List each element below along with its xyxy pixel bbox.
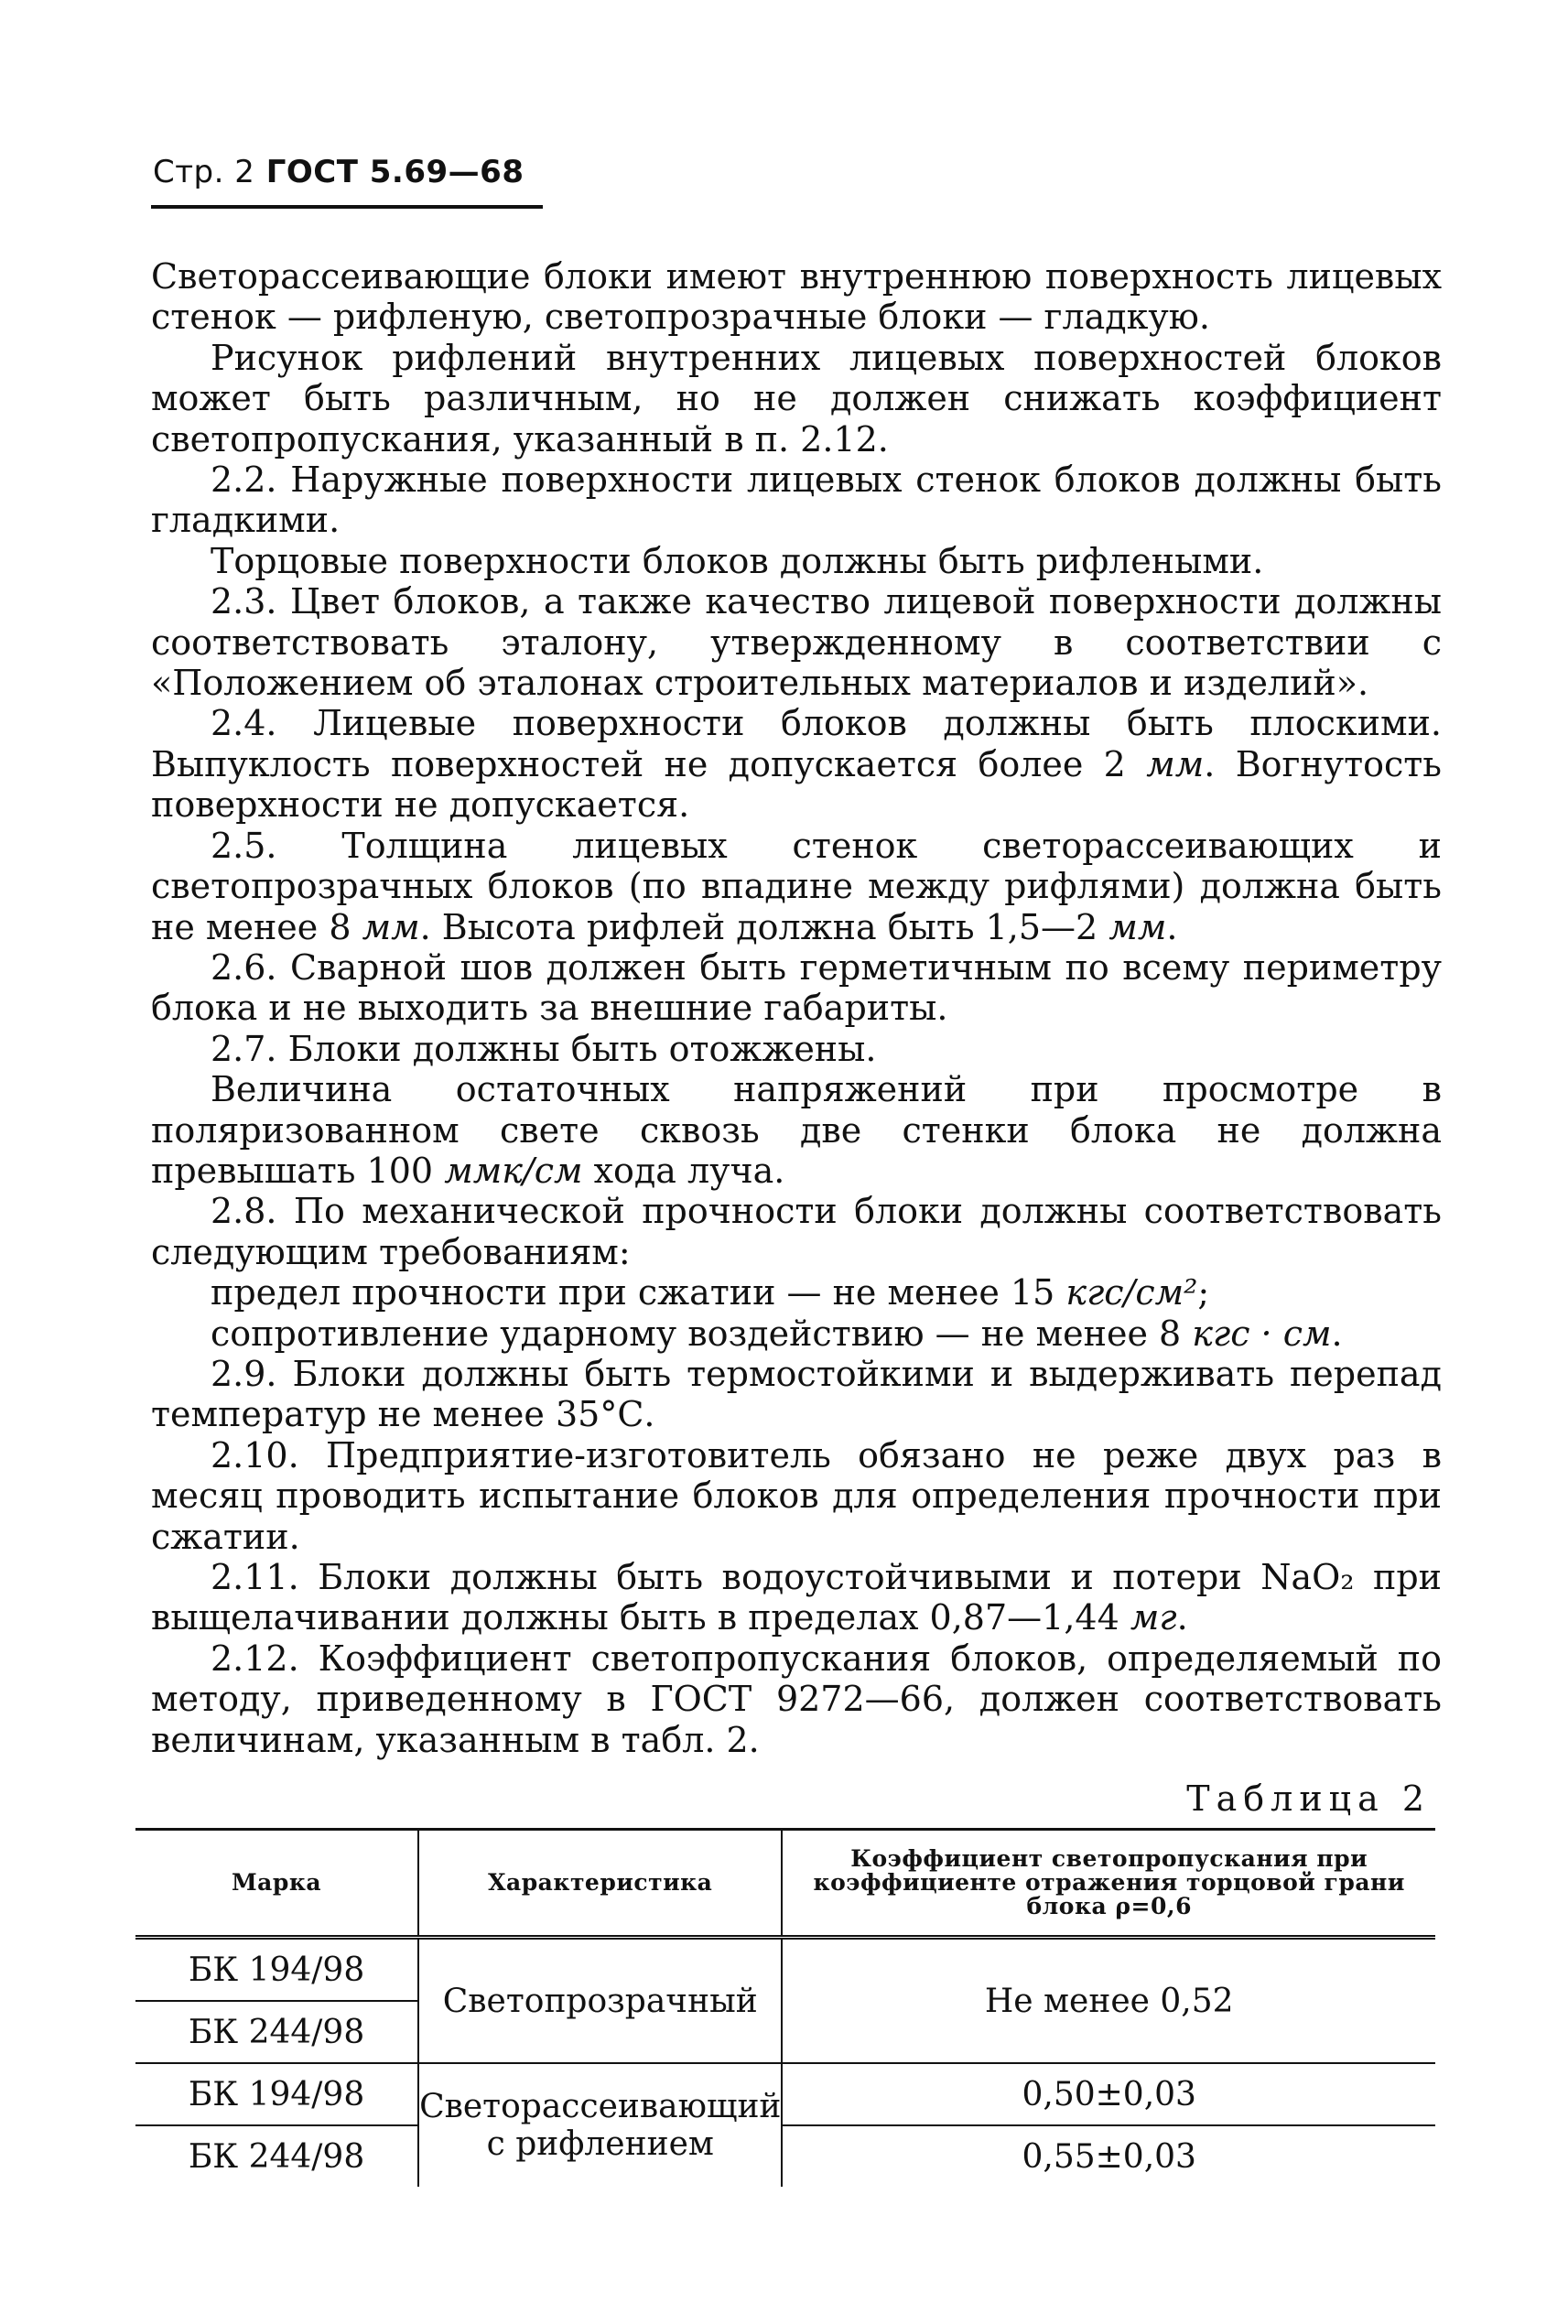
text-run: 2.4. Лицевые поверхности блоков должны быть плоскими. Выпуклость поверхностей не допускается более 2: [151, 703, 1442, 784]
cell-coefficient: 0,50±0,03: [782, 2063, 1435, 2125]
text-run: .: [1331, 1313, 1343, 1354]
paragraph: Светорассеивающие блоки имеют внутреннюю поверхность лицевых стенок — рифленую, светопрозрачные блоки — гладкую.: [151, 256, 1442, 338]
unit-label: мм: [362, 906, 420, 947]
page-label: Стр. 2: [153, 154, 255, 190]
text-run: .: [1166, 906, 1178, 947]
standard-number: ГОСТ 5.69—68: [265, 154, 524, 190]
text-run: предел прочности при сжатии — не менее 15: [211, 1272, 1055, 1313]
table-header-row: [135, 1830, 1435, 1938]
text-run: ;: [1197, 1272, 1210, 1313]
header-coefficient: Коэффициент светопропускания при коэффициенте отражения торцовой грани блока ρ=0,6: [782, 1830, 1435, 1938]
unit-label: кгс/см²: [1065, 1272, 1198, 1313]
paragraph: 2.7. Блоки должны быть отожжены.: [211, 1028, 877, 1069]
paragraph: 2.12. Коэффициент светопропускания блоков, определяемый по методу, приведенному в ГОСТ 9272—66, должен соответствовать величинам, указанным в табл. 2.: [151, 1638, 1442, 1760]
paragraph: Торцовые поверхности блоков должны быть рифлеными.: [211, 540, 1264, 581]
cell-characteristic: Светопрозрачный: [418, 1938, 782, 2064]
unit-label: мг: [1130, 1597, 1177, 1638]
text-run: . Высота рифлей должна быть 1,5—2: [419, 906, 1098, 947]
paragraph: [151, 826, 1442, 947]
paragraph: [151, 1272, 1442, 1313]
cell-characteristic: Светорассеивающий с рифлением: [418, 2063, 782, 2187]
text-run: Величина остаточных напряжений при просмотре в поляризованном свете сквозь две стенки блока не должна превышать 100: [151, 1069, 1442, 1191]
document-body: [151, 256, 1442, 1760]
table-row: [135, 2063, 1435, 2125]
cell-coefficient: Не менее 0,52: [782, 1938, 1435, 2064]
page-header: [153, 154, 524, 190]
cell-mark: БК 194/98: [135, 2063, 418, 2125]
cell-coefficient: 0,55±0,03: [782, 2125, 1435, 2187]
header-mark: Марка: [135, 1830, 418, 1938]
text-run: 2.11. Блоки должны быть водоустойчивыми и потери NaO₂ при выщелачивании должны быть в пределах 0,87—1,44: [151, 1557, 1442, 1638]
paragraph: 2.2. Наружные поверхности лицевых стенок блоков должны быть гладкими.: [151, 459, 1442, 541]
text-run: .: [1176, 1597, 1188, 1638]
paragraph: [151, 1069, 1442, 1191]
paragraph: Рисунок рифлений внутренних лицевых поверхностей блоков может быть различным, но не должен снижать коэффициент светопропускания, указанный в п. 2.12.: [151, 337, 1442, 459]
paragraph: [151, 1313, 1442, 1354]
cell-mark: БК 244/98: [135, 2125, 418, 2187]
table-row: [135, 1938, 1435, 2002]
paragraph: 2.10. Предприятие-изготовитель обязано не реже двух раз в месяц проводить испытание блоков для определения прочности при сжатии.: [151, 1434, 1442, 1557]
unit-label: кгс · см: [1192, 1313, 1332, 1354]
cell-mark: БК 244/98: [135, 2001, 418, 2063]
text-run: 2.5. Толщина лицевых стенок светорассеивающих и светопрозрачных блоков (по впадине между рифлями) должна быть не менее 8: [151, 825, 1442, 947]
cell-mark: БК 194/98: [135, 1938, 418, 2002]
paragraph: 2.6. Сварной шов должен быть герметичным по всему периметру блока и не выходить за внешние габариты.: [151, 946, 1442, 1029]
text-run: хода луча.: [593, 1150, 785, 1191]
paragraph: [151, 1557, 1442, 1638]
unit-label: ммк/см: [444, 1150, 583, 1191]
text-run: . Вогнутость поверхности не допускается.: [151, 743, 1442, 826]
table-title: Таблица 2: [1186, 1778, 1431, 1819]
text-run: сопротивление ударному воздействию — не менее 8: [211, 1313, 1182, 1354]
unit-label: мм: [1108, 906, 1167, 947]
spec-table: [135, 1828, 1435, 2187]
table-row: [135, 2125, 1435, 2187]
header-divider: [151, 205, 543, 209]
header-characteristic: Характеристика: [418, 1830, 782, 1938]
unit-label: мм: [1146, 743, 1205, 784]
paragraph: 2.3. Цвет блоков, а также качество лицевой поверхности должны соответствовать эталону, утвержденному в соответствии с «Положением об эталонах строительных материалов и изделий».: [151, 581, 1442, 704]
paragraph: 2.9. Блоки должны быть термостойкими и выдерживать перепад температур не менее 35°С.: [151, 1353, 1442, 1435]
paragraph: 2.8. По механической прочности блоки должны соответствовать следующим требованиям:: [151, 1191, 1442, 1272]
paragraph: [151, 703, 1442, 825]
